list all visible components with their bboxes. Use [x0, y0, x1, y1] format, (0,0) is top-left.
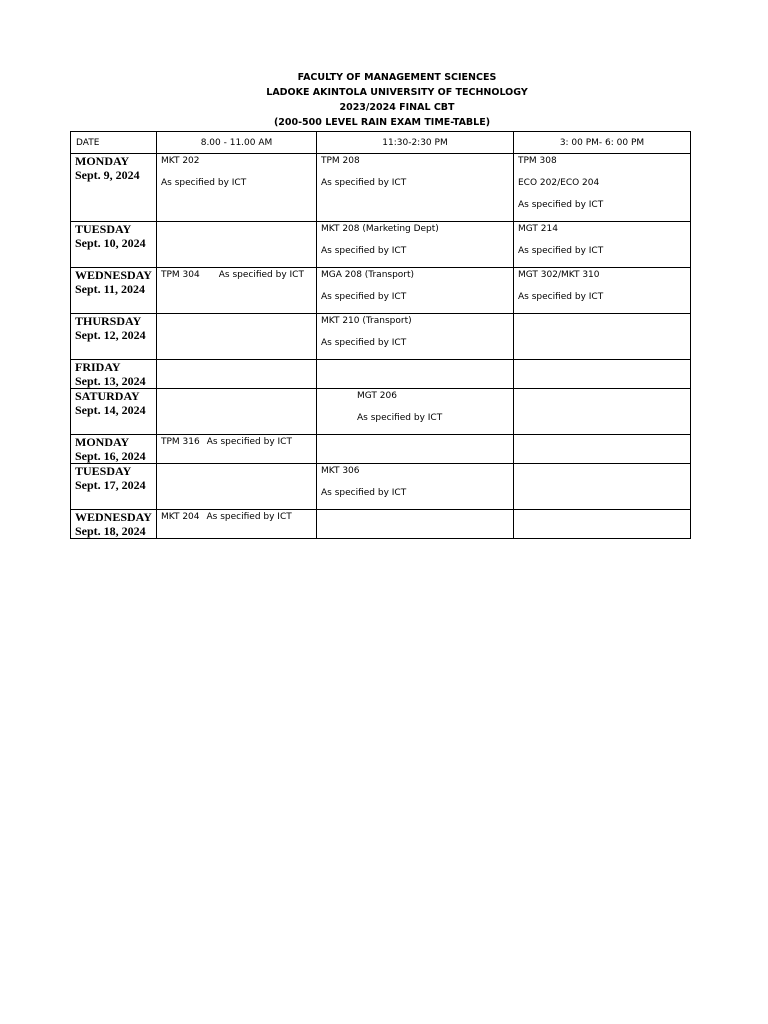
slot1-cell	[157, 435, 317, 464]
day-name: WEDNESDAY	[75, 268, 152, 282]
slot3-cell	[514, 389, 691, 435]
slot3-cell	[514, 435, 691, 464]
day-date: Sept. 13, 2024	[75, 374, 146, 388]
day-date: Sept. 18, 2024	[75, 524, 146, 538]
slot3-cell	[514, 464, 691, 510]
day-date: Sept. 12, 2024	[75, 328, 146, 342]
course-code: MKT 210 (Transport)	[321, 316, 412, 326]
day-date: Sept. 16, 2024	[75, 449, 146, 463]
table-row	[71, 222, 691, 268]
slot2-cell	[317, 389, 514, 435]
course-code: MGT 214	[518, 224, 558, 234]
slot3-cell	[514, 268, 691, 314]
venue-note: As specified by ICT	[321, 292, 407, 302]
venue-note: As specified by ICT	[218, 270, 304, 280]
table-row	[71, 464, 691, 510]
venue-note: As specified by ICT	[321, 178, 407, 188]
day-cell	[71, 268, 157, 314]
table-row	[71, 314, 691, 360]
column-header-slot2: 11:30-2:30 PM	[317, 132, 514, 154]
course-code: MKT 202	[161, 156, 200, 166]
day-cell	[71, 154, 157, 222]
course-code: ECO 202/ECO 204	[518, 178, 600, 188]
day-date: Sept. 10, 2024	[75, 236, 146, 250]
table-row	[71, 389, 691, 435]
slot1-cell	[157, 268, 317, 314]
column-header-slot1: 8.00 - 11.00 AM	[157, 132, 317, 154]
slot3-cell	[514, 360, 691, 389]
course-entry	[161, 436, 316, 448]
slot1-cell	[157, 222, 317, 268]
day-cell	[71, 389, 157, 435]
venue-note: As specified by ICT	[321, 246, 407, 256]
timetable-title: (200-500 LEVEL RAIN EXAM TIME-TABLE)	[273, 117, 491, 128]
column-header-slot3: 3: 00 PM- 6: 00 PM	[514, 132, 691, 154]
venue-note: As specified by ICT	[206, 437, 292, 447]
day-cell	[71, 222, 157, 268]
venue-note: As specified by ICT	[161, 178, 247, 188]
venue-note: As specified by ICT	[518, 246, 604, 256]
table-row	[71, 154, 691, 222]
table-header-row	[71, 132, 691, 154]
document-heading	[0, 70, 768, 130]
slot2-cell	[317, 154, 514, 222]
course-entry	[161, 511, 316, 523]
table-row	[71, 510, 691, 539]
slot3-cell	[514, 154, 691, 222]
course-code: TPM 316	[161, 437, 200, 447]
slot2-cell	[317, 464, 514, 510]
slot1-cell	[157, 464, 317, 510]
slot3-cell	[514, 314, 691, 360]
slot1-cell	[157, 510, 317, 539]
faculty-title: FACULTY OF MANAGEMENT SCIENCES	[297, 72, 497, 83]
slot1-cell	[157, 154, 317, 222]
course-entry	[161, 269, 316, 281]
slot2-cell	[317, 435, 514, 464]
day-name: SATURDAY	[75, 389, 140, 403]
course-code: MKT 204	[161, 512, 200, 522]
venue-note: As specified by ICT	[206, 512, 292, 522]
slot1-cell	[157, 360, 317, 389]
day-date: Sept. 11, 2024	[75, 282, 146, 296]
course-code: MKT 306	[321, 466, 360, 476]
day-date: Sept. 17, 2024	[75, 478, 146, 492]
day-cell	[71, 464, 157, 510]
course-code: MGA 208 (Transport)	[321, 270, 415, 280]
day-cell	[71, 435, 157, 464]
slot3-cell	[514, 510, 691, 539]
slot2-cell	[317, 222, 514, 268]
university-title: LADOKE AKINTOLA UNIVERSITY OF TECHNOLOGY	[266, 87, 528, 98]
day-name: TUESDAY	[75, 464, 132, 478]
slot2-cell	[317, 510, 514, 539]
day-cell	[71, 314, 157, 360]
table-row	[71, 360, 691, 389]
course-code: MGT 302/MKT 310	[518, 270, 600, 280]
day-name: MONDAY	[75, 435, 130, 449]
slot1-cell	[157, 389, 317, 435]
day-name: MONDAY	[75, 154, 130, 168]
day-cell	[71, 510, 157, 539]
day-name: TUESDAY	[75, 222, 132, 236]
slot2-cell	[317, 314, 514, 360]
course-code: TPM 308	[518, 156, 557, 166]
slot3-cell	[514, 222, 691, 268]
venue-note: As specified by ICT	[321, 488, 407, 498]
slot1-cell	[157, 314, 317, 360]
day-cell	[71, 360, 157, 389]
course-code: MGT 206	[357, 391, 397, 401]
day-name: THURSDAY	[75, 314, 142, 328]
slot2-cell	[317, 268, 514, 314]
table-row	[71, 268, 691, 314]
column-header-date: DATE	[71, 132, 157, 154]
day-name: FRIDAY	[75, 360, 121, 374]
day-name: WEDNESDAY	[75, 510, 152, 524]
slot2-cell	[317, 360, 514, 389]
course-code: TPM 208	[321, 156, 360, 166]
venue-note: As specified by ICT	[357, 413, 443, 423]
course-code: MKT 208 (Marketing Dept)	[321, 224, 439, 234]
venue-note: As specified by ICT	[321, 338, 407, 348]
day-date: Sept. 14, 2024	[75, 403, 146, 417]
course-code: TPM 304	[161, 270, 200, 280]
exam-timetable	[70, 131, 691, 539]
session-title: 2023/2024 FINAL CBT	[339, 102, 455, 113]
venue-note: As specified by ICT	[518, 292, 604, 302]
table-row	[71, 435, 691, 464]
day-date: Sept. 9, 2024	[75, 168, 140, 182]
venue-note: As specified by ICT	[518, 200, 604, 210]
